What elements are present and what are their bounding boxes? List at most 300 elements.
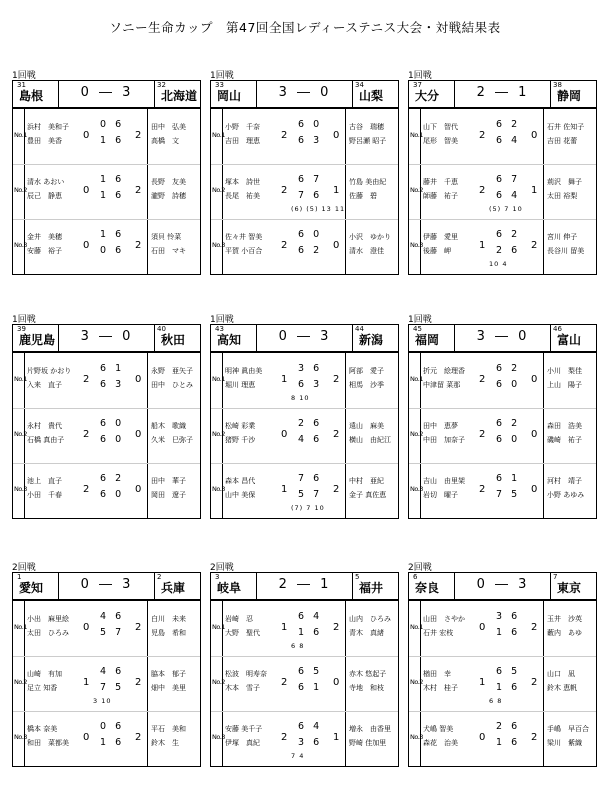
team-b-name: 兵庫 [161,581,186,595]
team-a-code: 3 [215,573,220,581]
match-header [408,324,597,352]
tiebreak: (7) 7 10 [291,504,325,512]
set-bottom: 1 6 [496,627,521,638]
match-card [12,68,200,278]
set-bottom: 6 0 [100,489,125,500]
player-b1: 石井 佐知子 [547,123,585,131]
games-a: 2 [479,429,486,440]
doubles-row [13,219,200,274]
set-top: 2 6 [298,418,323,429]
games-b: 0 [333,240,340,251]
player-a2: 中津留 菜那 [423,381,461,389]
set-top: 6 5 [298,666,323,677]
player-b2: 長谷川 留美 [547,247,585,255]
games-a: 2 [281,677,288,688]
row-number: No.2 [212,430,225,438]
team-a-name: 岐阜 [217,581,242,595]
set-bottom: 6 0 [100,434,125,445]
set-bottom: 6 3 [298,135,323,146]
row-number: No.2 [212,186,225,194]
team-b-code: 32 [157,81,166,89]
row-number: No.1 [410,623,423,631]
doubles-row [211,164,398,219]
team-a-name: 奈良 [415,581,440,595]
games-b: 0 [333,677,340,688]
round-label: 2回戦 [12,563,36,573]
player-a1: 小出 麻里絵 [27,615,69,623]
player-b1: 古谷 瑞穂 [349,123,384,131]
set-top: 4 6 [100,666,125,677]
player-b1: 平石 美和 [151,725,186,733]
team-score: 2 ― 1 [476,85,530,100]
player-b2: 佐藤 碧 [349,192,377,200]
doubles-row [13,353,200,408]
match-body [408,600,597,767]
player-b2: 磯崎 祐子 [547,436,582,444]
player-a2: 安藤 裕子 [27,247,62,255]
match-card [210,312,398,522]
tiebreak: 3 10 [93,697,112,705]
games-a: 0 [83,240,90,251]
team-a-name: 鹿児島 [19,333,56,347]
team-a-name: 岡山 [217,89,242,103]
team-a-code: 45 [413,325,422,333]
player-a2: 師藤 祐子 [423,192,458,200]
player-b1: 白川 未来 [151,615,186,623]
team-score: 2 ― 1 [278,577,332,592]
set-bottom: 6 0 [496,434,521,445]
doubles-row [409,109,596,164]
doubles-row [13,408,200,463]
player-b1: 増永 由香里 [349,725,391,733]
set-top: 4 6 [100,611,125,622]
round-label: 1回戦 [408,315,432,325]
player-b1: 小川 梨佳 [547,367,582,375]
player-a2: 足立 知香 [27,684,58,692]
games-a: 0 [83,130,90,141]
player-b2: 相馬 沙季 [349,381,384,389]
games-b: 1 [333,185,340,196]
match-body [210,108,399,275]
set-bottom: 5 7 [100,627,125,638]
set-bottom: 3 6 [298,737,323,748]
games-b: 2 [135,622,142,633]
set-bottom: 1 6 [100,190,125,201]
team-a-name: 高知 [217,333,242,347]
match-header [12,324,201,352]
games-b: 0 [531,429,538,440]
team-b-code: 7 [553,573,558,581]
games-a: 2 [479,374,486,385]
player-b1: 中村 亜紀 [349,477,384,485]
match-header [210,572,399,600]
match-card [408,68,596,278]
player-b2: 鈴木 生 [151,739,179,747]
set-top: 6 4 [298,611,323,622]
team-a-name: 愛知 [19,581,44,595]
player-b2: 清水 澄佳 [349,247,384,255]
match-body [12,352,201,519]
row-number: No.3 [14,241,27,249]
games-b: 2 [333,429,340,440]
round-label: 1回戦 [210,315,234,325]
match-body [210,352,399,519]
games-a: 2 [281,732,288,743]
player-b1: 宮川 伸子 [547,233,578,241]
player-b2: 石田 マキ [151,247,186,255]
row-number: No.2 [410,186,423,194]
player-b2: 吉田 花蕾 [547,137,578,145]
games-a: 2 [479,484,486,495]
player-b2: 畑中 美里 [151,684,186,692]
player-b1: 手嶋 早百合 [547,725,589,733]
games-a: 0 [83,185,90,196]
games-a: 0 [479,622,486,633]
player-a2: 森花 治美 [423,739,458,747]
team-score: 3 ― 0 [278,85,332,100]
doubles-row [409,408,596,463]
set-top: 6 2 [496,418,521,429]
player-a1: 折元 絵理香 [423,367,465,375]
games-a: 1 [281,484,288,495]
player-b1: 阿部 愛子 [349,367,384,375]
set-top: 6 0 [298,229,323,240]
team-b-name: 山梨 [359,89,384,103]
doubles-row [211,601,398,656]
player-a2: 入来 直子 [27,381,62,389]
set-top: 6 2 [496,229,521,240]
row-number: No.1 [212,623,225,631]
row-number: No.1 [212,375,225,383]
page-title: ソニー生命カップ 第47回全国レディーステニス大会・対戦結果表 [109,20,501,35]
doubles-row [13,601,200,656]
match-body [408,352,597,519]
games-b: 2 [135,240,142,251]
tiebreak: 7 4 [291,752,305,760]
set-top: 6 4 [298,721,323,732]
team-b-name: 静岡 [557,89,582,103]
player-b1: 玉井 沙英 [547,615,582,623]
games-a: 2 [281,185,288,196]
player-a1: 池上 直子 [27,477,62,485]
player-b1: 森田 浩美 [547,422,582,430]
player-b2: 瀧野 詩穂 [151,192,186,200]
player-a2: 猪野 千沙 [225,436,256,444]
player-a1: 小野 千奈 [225,123,260,131]
set-top: 6 2 [100,473,125,484]
games-b: 2 [135,185,142,196]
player-b1: 赤木 悠起子 [349,670,387,678]
set-top: 0 6 [100,721,125,732]
match-body [12,600,201,767]
doubles-row [211,353,398,408]
games-b: 2 [531,240,538,251]
row-number: No.3 [212,241,225,249]
player-a2: 太田 ひろみ [27,629,69,637]
games-b: 0 [333,130,340,141]
player-a1: 橋本 奈美 [27,725,58,733]
player-a2: 石井 宏枝 [423,629,454,637]
player-a1: 岩崎 忍 [225,615,253,623]
set-bottom: 6 4 [496,190,521,201]
doubles-row [409,656,596,711]
player-b1: 永野 亜矢子 [151,367,193,375]
match-header [408,80,597,108]
player-b1: 須貝 怜菜 [151,233,182,241]
set-bottom: 4 6 [298,434,323,445]
player-a1: 明神 眞由美 [225,367,263,375]
doubles-row [409,164,596,219]
match-card [12,560,200,770]
team-b-name: 福井 [359,581,384,595]
set-bottom: 1 6 [496,682,521,693]
games-a: 0 [83,622,90,633]
team-b-name: 東京 [557,581,582,595]
games-b: 0 [531,484,538,495]
player-b2: 野崎 佳加里 [349,739,387,747]
row-number: No.2 [410,430,423,438]
team-a-name: 島根 [19,89,44,103]
set-top: 6 0 [100,418,125,429]
player-b2: 小野 あゆみ [547,491,585,499]
player-a1: 田中 恵夢 [423,422,458,430]
match-body [12,108,201,275]
player-a1: 楢田 幸 [423,670,451,678]
player-b1: 脇本 郁子 [151,670,186,678]
doubles-row [13,164,200,219]
games-b: 2 [333,484,340,495]
player-a1: 金井 美穂 [27,233,62,241]
team-a-code: 43 [215,325,224,333]
games-b: 0 [531,374,538,385]
team-b-code: 46 [553,325,562,333]
match-header [408,572,597,600]
row-number: No.3 [14,485,27,493]
player-b2: 梁川 紫織 [547,739,582,747]
player-a2: 長尾 祐美 [225,192,260,200]
player-a1: 森本 昌代 [225,477,256,485]
match-body [408,108,597,275]
set-bottom: 6 3 [100,379,125,390]
doubles-row [409,601,596,656]
match-card [210,68,398,278]
set-bottom: 6 0 [496,379,521,390]
round-label: 2回戦 [408,563,432,573]
doubles-row [211,408,398,463]
player-b2: 岡田 遼子 [151,491,186,499]
games-b: 2 [135,130,142,141]
games-b: 2 [135,677,142,688]
set-top: 6 2 [496,119,521,130]
games-b: 0 [135,374,142,385]
team-a-code: 1 [17,573,22,581]
games-b: 0 [531,130,538,141]
player-a1: 永村 貴代 [27,422,62,430]
match-card [12,312,200,522]
set-bottom: 7 5 [100,682,125,693]
doubles-row [211,656,398,711]
match-card [408,560,596,770]
tiebreak: 8 10 [291,394,310,402]
games-b: 2 [531,677,538,688]
player-a1: 佐々井 智美 [225,233,263,241]
player-a1: 山崎 有加 [27,670,62,678]
player-a2: 中田 加奈子 [423,436,465,444]
doubles-row [409,463,596,518]
games-b: 1 [333,732,340,743]
team-score: 3 ― 0 [80,329,134,344]
set-bottom: 6 1 [298,682,323,693]
player-b1: 長野 友美 [151,178,186,186]
player-b1: 遠山 麻美 [349,422,384,430]
match-header [12,572,201,600]
player-b2: 鈴木 恵帆 [547,684,578,692]
doubles-row [211,109,398,164]
player-b2: 上山 陽子 [547,381,582,389]
games-b: 2 [531,622,538,633]
set-bottom: 1 6 [100,135,125,146]
player-b2: 太田 裕梨 [547,192,578,200]
games-b: 0 [135,484,142,495]
team-a-code: 37 [413,81,422,89]
player-a2: 辰己 静恵 [27,192,62,200]
row-number: No.2 [212,678,225,686]
player-a1: 吉山 由里架 [423,477,465,485]
set-top: 6 0 [298,119,323,130]
player-a2: 平賀 小百合 [225,247,263,255]
games-a: 1 [479,240,486,251]
player-a1: 山下 智代 [423,123,458,131]
set-bottom: 7 5 [496,489,521,500]
player-a1: 安藤 美千子 [225,725,263,733]
team-b-name: 秋田 [161,333,186,347]
set-top: 6 7 [496,174,521,185]
set-bottom: 1 6 [298,627,323,638]
set-bottom: 1 6 [100,737,125,748]
player-b2: 野呂瀬 昭子 [349,137,387,145]
doubles-row [13,711,200,766]
match-header [12,80,201,108]
doubles-row [13,463,200,518]
player-b1: 竹島 美由紀 [349,178,387,186]
row-number: No.1 [14,131,27,139]
player-b2: 児島 希和 [151,629,186,637]
row-number: No.2 [14,430,27,438]
player-a1: 藤井 千恵 [423,178,458,186]
tiebreak: 10 4 [489,260,508,268]
games-a: 0 [479,732,486,743]
row-number: No.1 [410,375,423,383]
round-label: 1回戦 [12,315,36,325]
row-number: No.3 [410,241,423,249]
set-bottom: 6 4 [496,135,521,146]
team-b-code: 44 [355,325,364,333]
player-a1: 松崎 彩業 [225,422,256,430]
match-card [408,312,596,522]
games-a: 2 [83,484,90,495]
games-a: 2 [479,130,486,141]
doubles-row [409,353,596,408]
round-label: 2回戦 [210,563,234,573]
team-b-code: 38 [553,81,562,89]
team-b-code: 40 [157,325,166,333]
games-b: 0 [135,429,142,440]
player-a2: 尾形 智美 [423,137,458,145]
set-top: 7 6 [298,473,323,484]
set-top: 6 7 [298,174,323,185]
round-label: 1回戦 [408,71,432,81]
player-b1: 田中 弘美 [151,123,186,131]
team-a-name: 大分 [415,89,440,103]
player-a1: 清水 あおい [27,178,65,186]
team-b-name: 北海道 [161,89,198,103]
tiebreak: (6) (5) 13 11 [291,205,346,213]
games-a: 1 [281,374,288,385]
player-b1: 山内 ひろみ [349,615,391,623]
player-b2: 高橋 文 [151,137,179,145]
set-top: 3 6 [496,611,521,622]
player-b2: 久米 巳弥子 [151,436,193,444]
team-a-code: 31 [17,81,26,89]
games-a: 2 [281,130,288,141]
player-a1: 伊藤 愛里 [423,233,458,241]
set-bottom: 2 6 [496,245,521,256]
set-top: 1 6 [100,174,125,185]
team-score: 0 ― 3 [80,577,134,592]
games-a: 2 [281,240,288,251]
row-number: No.2 [14,186,27,194]
row-number: No.3 [14,733,27,741]
tiebreak: (5) 7 10 [489,205,523,213]
team-a-code: 33 [215,81,224,89]
set-top: 3 6 [298,363,323,374]
player-a2: 後藤 岬 [423,247,451,255]
doubles-row [409,711,596,766]
team-score: 0 ― 3 [278,329,332,344]
player-a2: 岩切 曜子 [423,491,458,499]
player-a2: 石橋 真由子 [27,436,65,444]
games-a: 1 [479,677,486,688]
player-b2: 横山 由紀江 [349,436,391,444]
player-b2: 青木 真緒 [349,629,384,637]
team-b-name: 新潟 [359,333,384,347]
player-b1: 山口 凪 [547,670,575,678]
player-a2: 伊塚 真紀 [225,739,260,747]
player-a1: 片野坂 かおり [27,367,72,375]
doubles-row [211,711,398,766]
set-top: 1 6 [100,229,125,240]
player-a2: 吉田 理恵 [225,137,260,145]
set-top: 2 6 [496,721,521,732]
team-b-code: 34 [355,81,364,89]
player-a2: 小田 千春 [27,491,62,499]
match-header [210,324,399,352]
team-b-code: 2 [157,573,162,581]
games-b: 2 [333,622,340,633]
player-b2: 寺地 和枝 [349,684,384,692]
set-bottom: 1 6 [496,737,521,748]
row-number: No.3 [410,485,423,493]
row-number: No.1 [14,623,27,631]
set-top: 6 1 [100,363,125,374]
player-a2: 豊田 美香 [27,137,62,145]
row-number: No.3 [212,485,225,493]
doubles-row [211,219,398,274]
doubles-row [13,656,200,711]
games-a: 1 [83,677,90,688]
games-a: 0 [281,429,288,440]
round-label: 1回戦 [210,71,234,81]
